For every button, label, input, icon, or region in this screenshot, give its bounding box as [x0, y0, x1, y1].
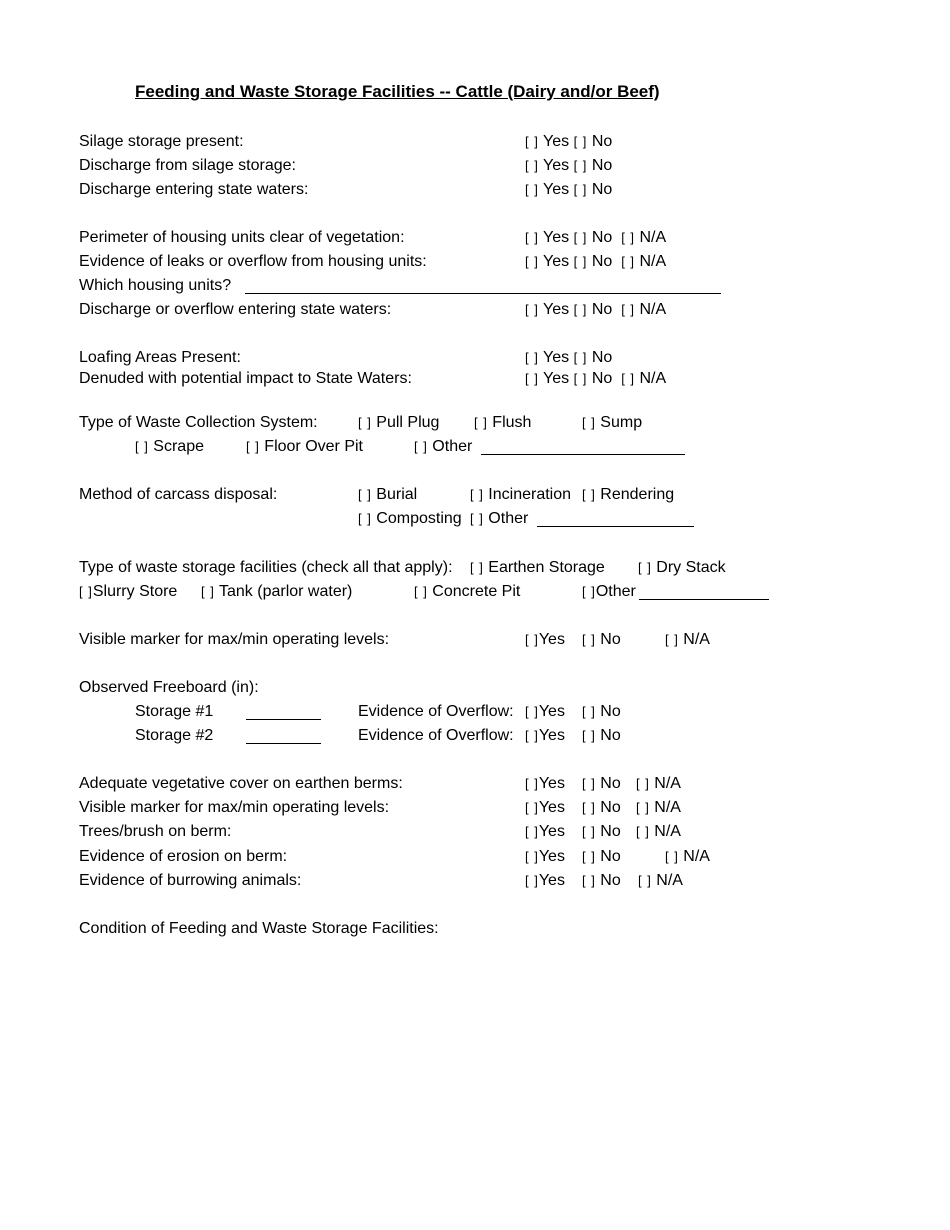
housing-discharge-na-checkbox[interactable]: [ ] N/A — [621, 301, 667, 318]
silage-present-yes-checkbox[interactable]: [ ] Yes — [525, 133, 570, 150]
housing-perimeter-options — [525, 228, 666, 248]
marker-yes-checkbox[interactable]: [ ]Yes — [525, 631, 565, 648]
housing-discharge-no-checkbox[interactable]: [ ] No — [573, 301, 613, 318]
silage-present-label: Silage storage present: — [79, 133, 244, 150]
storage1-label: Storage #1 — [135, 703, 214, 720]
flush-checkbox[interactable]: [ ] Flush — [474, 414, 532, 431]
storage1-overflow-yes-checkbox[interactable]: [ ]Yes — [525, 703, 565, 720]
scrape-checkbox[interactable]: [ ] Scrape — [135, 438, 204, 455]
housing-perimeter-no-checkbox[interactable]: [ ] No — [573, 229, 613, 246]
silage-discharge-options — [525, 156, 612, 176]
berm-burrowing-label: Evidence of burrowing animals: — [79, 872, 302, 889]
berm-erosion-na-checkbox[interactable]: [ ] N/A — [665, 848, 710, 865]
storage1-overflow-no-checkbox[interactable]: [ ] No — [582, 703, 621, 720]
dry-stack-checkbox[interactable]: [ ] Dry Stack — [638, 559, 726, 576]
berm-burrowing-yes-checkbox[interactable]: [ ]Yes — [525, 872, 565, 889]
loafing-present-options — [525, 348, 612, 368]
storage-other-checkbox[interactable]: [ ]Other — [582, 583, 636, 600]
collection-other-checkbox[interactable]: [ ] Other — [414, 438, 473, 455]
berm-erosion-yes-checkbox[interactable]: [ ]Yes — [525, 848, 565, 865]
berm-cover-na-checkbox[interactable]: [ ] N/A — [636, 775, 681, 792]
silage-entering-no-checkbox[interactable]: [ ] No — [573, 181, 613, 198]
loafing-denuded-yes-checkbox[interactable]: [ ] Yes — [525, 370, 570, 387]
berm-trees-no-checkbox[interactable]: [ ] No — [582, 823, 621, 840]
condition-label: Condition of Feeding and Waste Storage Facilities: — [79, 920, 439, 937]
silage-present-options — [525, 132, 612, 152]
page-title: Feeding and Waste Storage Facilities -- Cattle (Dairy and/or Beef) — [135, 82, 660, 101]
berm-cover-label: Adequate vegetative cover on earthen berms: — [79, 775, 403, 792]
storage-other-input-line[interactable] — [639, 599, 769, 600]
slurry-store-checkbox[interactable]: [ ]Slurry Store — [79, 583, 178, 600]
burial-checkbox[interactable]: [ ] Burial — [358, 486, 418, 503]
storage2-overflow-yes-checkbox[interactable]: [ ]Yes — [525, 727, 565, 744]
storage2-overflow-label: Evidence of Overflow: — [358, 727, 514, 744]
berm-burrowing-na-checkbox[interactable]: [ ] N/A — [638, 872, 683, 889]
berm-cover-no-checkbox[interactable]: [ ] No — [582, 775, 621, 792]
tank-checkbox[interactable]: [ ] Tank (parlor water) — [201, 583, 353, 600]
loafing-denuded-na-checkbox[interactable]: [ ] N/A — [621, 370, 667, 387]
housing-discharge-yes-checkbox[interactable]: [ ] Yes — [525, 301, 570, 318]
carcass-label: Method of carcass disposal: — [79, 486, 278, 503]
storage2-label: Storage #2 — [135, 727, 214, 744]
concrete-pit-checkbox[interactable]: [ ] Concrete Pit — [414, 583, 521, 600]
floor-over-pit-checkbox[interactable]: [ ] Floor Over Pit — [246, 438, 363, 455]
marker-label: Visible marker for max/min operating levels: — [79, 631, 390, 648]
loafing-denuded-label: Denuded with potential impact to State Waters: — [79, 370, 412, 387]
housing-leaks-yes-checkbox[interactable]: [ ] Yes — [525, 253, 570, 270]
collection-label: Type of Waste Collection System: — [79, 414, 318, 431]
berm-cover-yes-checkbox[interactable]: [ ]Yes — [525, 775, 565, 792]
silage-discharge-no-checkbox[interactable]: [ ] No — [573, 157, 613, 174]
berm-marker-yes-checkbox[interactable]: [ ]Yes — [525, 799, 565, 816]
loafing-present-no-checkbox[interactable]: [ ] No — [573, 349, 613, 366]
carcass-other-checkbox[interactable]: [ ] Other — [470, 510, 529, 527]
loafing-present-label: Loafing Areas Present: — [79, 349, 241, 366]
housing-discharge-options — [525, 300, 666, 320]
storage2-input-line[interactable] — [246, 743, 321, 744]
silage-present-no-checkbox[interactable]: [ ] No — [573, 133, 613, 150]
pull-plug-checkbox[interactable]: [ ] Pull Plug — [358, 414, 440, 431]
housing-leaks-options — [525, 252, 666, 272]
rendering-checkbox[interactable]: [ ] Rendering — [582, 486, 675, 503]
loafing-denuded-no-checkbox[interactable]: [ ] No — [573, 370, 613, 387]
earthen-storage-checkbox[interactable]: [ ] Earthen Storage — [470, 559, 605, 576]
sump-checkbox[interactable]: [ ] Sump — [582, 414, 643, 431]
silage-discharge-label: Discharge from silage storage: — [79, 157, 296, 174]
housing-perimeter-label: Perimeter of housing units clear of vegetation: — [79, 229, 405, 246]
storage1-overflow-label: Evidence of Overflow: — [358, 703, 514, 720]
which-housing-input-line[interactable] — [245, 293, 721, 294]
berm-erosion-label: Evidence of erosion on berm: — [79, 848, 288, 865]
housing-perimeter-na-checkbox[interactable]: [ ] N/A — [621, 229, 667, 246]
marker-no-checkbox[interactable]: [ ] No — [582, 631, 621, 648]
storage1-input-line[interactable] — [246, 719, 321, 720]
berm-marker-na-checkbox[interactable]: [ ] N/A — [636, 799, 681, 816]
loafing-denuded-options — [525, 369, 666, 389]
silage-entering-options — [525, 180, 612, 200]
berm-trees-yes-checkbox[interactable]: [ ]Yes — [525, 823, 565, 840]
freeboard-label: Observed Freeboard (in): — [79, 679, 259, 696]
berm-trees-na-checkbox[interactable]: [ ] N/A — [636, 823, 681, 840]
carcass-other-input-line[interactable] — [537, 526, 694, 527]
berm-trees-label: Trees/brush on berm: — [79, 823, 232, 840]
berm-erosion-no-checkbox[interactable]: [ ] No — [582, 848, 621, 865]
berm-marker-label: Visible marker for max/min operating levels: — [79, 799, 390, 816]
berm-burrowing-no-checkbox[interactable]: [ ] No — [582, 872, 621, 889]
collection-other-input-line[interactable] — [481, 454, 685, 455]
housing-leaks-no-checkbox[interactable]: [ ] No — [573, 253, 613, 270]
composting-checkbox[interactable]: [ ] Composting — [358, 510, 462, 527]
berm-marker-no-checkbox[interactable]: [ ] No — [582, 799, 621, 816]
storage-types-label: Type of waste storage facilities (check all that apply): — [79, 559, 453, 576]
silage-entering-label: Discharge entering state waters: — [79, 181, 309, 198]
housing-perimeter-yes-checkbox[interactable]: [ ] Yes — [525, 229, 570, 246]
housing-discharge-label: Discharge or overflow entering state waters: — [79, 301, 392, 318]
storage2-overflow-no-checkbox[interactable]: [ ] No — [582, 727, 621, 744]
marker-na-checkbox[interactable]: [ ] N/A — [665, 631, 710, 648]
housing-leaks-label: Evidence of leaks or overflow from housing units: — [79, 253, 427, 270]
housing-leaks-na-checkbox[interactable]: [ ] N/A — [621, 253, 667, 270]
silage-entering-yes-checkbox[interactable]: [ ] Yes — [525, 181, 570, 198]
silage-discharge-yes-checkbox[interactable]: [ ] Yes — [525, 157, 570, 174]
loafing-present-yes-checkbox[interactable]: [ ] Yes — [525, 349, 570, 366]
incineration-checkbox[interactable]: [ ] Incineration — [470, 486, 572, 503]
which-housing-label: Which housing units? — [79, 277, 232, 294]
